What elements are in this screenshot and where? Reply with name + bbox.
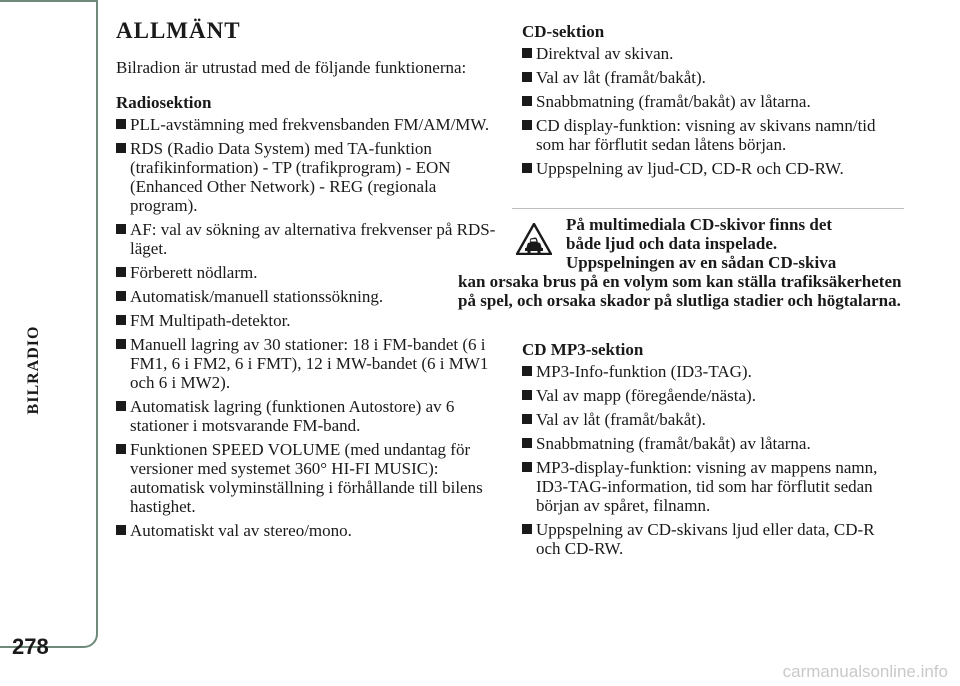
list-item-text: Uppspelning av ljud-CD, CD-R och CD-RW. [536, 159, 844, 178]
list-item-text: PLL-avstämning med frekvensbanden FM/AM/MW. [130, 115, 490, 134]
section-title: ALLMÄNT [116, 18, 241, 43]
left-column [116, 18, 502, 545]
checkbox-bullet-icon [522, 414, 532, 424]
checkbox-bullet-icon [116, 525, 126, 535]
list-item [116, 335, 502, 392]
checkbox-bullet-icon [522, 120, 532, 130]
right-column [458, 22, 902, 563]
list-item [522, 362, 902, 381]
list-item [116, 263, 502, 282]
list-item [116, 220, 502, 258]
radio-section-heading: Radiosektion [116, 93, 212, 112]
list-item [522, 386, 902, 405]
checkbox-bullet-icon [116, 315, 126, 325]
radio-feature-list [116, 115, 502, 540]
mp3-section [522, 340, 902, 558]
list-item-text: Uppspelning av CD-skivans ljud eller data, CD-R och CD-RW. [536, 520, 875, 558]
list-item [522, 458, 902, 515]
intro-text: Bilradion är utrustad med de följande funktionerna: [116, 58, 467, 77]
warning-line: Uppspelningen av en sådan CD-skiva [566, 253, 837, 272]
warning-line: både ljud och data inspelade. [566, 234, 778, 253]
watermark: carmanualsonline.info [782, 662, 948, 681]
list-item [522, 520, 902, 558]
checkbox-bullet-icon [116, 291, 126, 301]
list-item [522, 410, 902, 429]
page-number: 278 [12, 634, 49, 659]
list-item-text: Snabbmatning (framåt/bakåt) av låtarna. [536, 434, 811, 453]
checkbox-bullet-icon [116, 444, 126, 454]
list-item [522, 116, 902, 154]
checkbox-bullet-icon [116, 267, 126, 277]
list-item [522, 44, 902, 63]
cd-section-heading: CD-sektion [522, 22, 605, 41]
checkbox-bullet-icon [522, 48, 532, 58]
list-item [116, 397, 502, 435]
checkbox-bullet-icon [116, 119, 126, 129]
checkbox-bullet-icon [116, 224, 126, 234]
list-item [522, 434, 902, 453]
side-tab [0, 0, 98, 659]
list-item-text: Direktval av skivan. [536, 44, 674, 63]
checkbox-bullet-icon [116, 339, 126, 349]
list-item [116, 139, 502, 215]
list-item-text: FM Multipath-detektor. [130, 311, 291, 330]
list-item [116, 115, 502, 134]
warning-line: kan orsaka brus på en volym som kan ställa trafiksäkerheten på spel, och orsaka skador på slutliga stadier och högtalarna. [458, 272, 902, 310]
warning-box [458, 208, 904, 310]
checkbox-bullet-icon [522, 96, 532, 106]
list-item-text: Automatiskt val av stereo/mono. [130, 521, 352, 540]
list-item [522, 68, 902, 87]
list-item-text: Automatisk/manuell stationssökning. [130, 287, 384, 306]
checkbox-bullet-icon [522, 390, 532, 400]
cd-feature-list [522, 44, 902, 178]
list-item-text: CD display-funktion: visning av skivans namn/tid som har förflutit sedan låtens början. [536, 116, 876, 154]
list-item [522, 159, 902, 178]
list-item-text: Manuell lagring av 30 stationer: 18 i FM-bandet (6 i FM1, 6 i FM2, 6 i FMT), 12 i MW-bandet (6 i MW1 och 6 i MW2). [130, 335, 489, 392]
car-warning-icon [516, 223, 552, 255]
list-item-text: Funktionen SPEED VOLUME (med undantag för versioner med systemet 360° HI-FI MUSIC): automatisk volyminställning i förhållande till bilens hastighet. [130, 440, 483, 516]
mp3-feature-list [522, 362, 902, 558]
list-item-text: Automatisk lagring (funktionen Autostore) av 6 stationer i motsvarande FM-band. [130, 397, 455, 435]
checkbox-bullet-icon [522, 366, 532, 376]
checkbox-bullet-icon [522, 72, 532, 82]
checkbox-bullet-icon [522, 163, 532, 173]
checkbox-bullet-icon [522, 462, 532, 472]
checkbox-bullet-icon [116, 401, 126, 411]
checkbox-bullet-icon [116, 143, 126, 153]
list-item-text: Förberett nödlarm. [130, 263, 258, 282]
list-item-text: Val av mapp (föregående/nästa). [536, 386, 756, 405]
list-item [116, 311, 502, 330]
checkbox-bullet-icon [522, 438, 532, 448]
warning-line: På multimediala CD-skivor finns det [566, 215, 833, 234]
list-item [116, 440, 502, 516]
list-item [116, 287, 502, 306]
list-item-text: Snabbmatning (framåt/bakåt) av låtarna. [536, 92, 811, 111]
list-item-text: MP3-display-funktion: visning av mappens namn, ID3-TAG-information, tid som har förflutit sedan början av spåret, filnamn. [536, 458, 878, 515]
list-item-text: RDS (Radio Data System) med TA-funktion (trafikinformation) - TP (trafikprogram) - EON (Enhanced Other Network) - REG (regionala program). [130, 139, 451, 215]
list-item-text: Val av låt (framåt/bakåt). [536, 68, 706, 87]
list-item-text: AF: val av sökning av alternativa frekvenser på RDS-läget. [130, 220, 496, 258]
warning-text [458, 215, 904, 310]
chapter-label: BILRADIO [25, 325, 42, 415]
list-item-text: Val av låt (framåt/bakåt). [536, 410, 706, 429]
list-item-text: MP3-Info-funktion (ID3-TAG). [536, 362, 752, 381]
checkbox-bullet-icon [522, 524, 532, 534]
list-item [116, 521, 502, 540]
mp3-section-heading: CD MP3-sektion [522, 340, 644, 359]
list-item [522, 92, 902, 111]
